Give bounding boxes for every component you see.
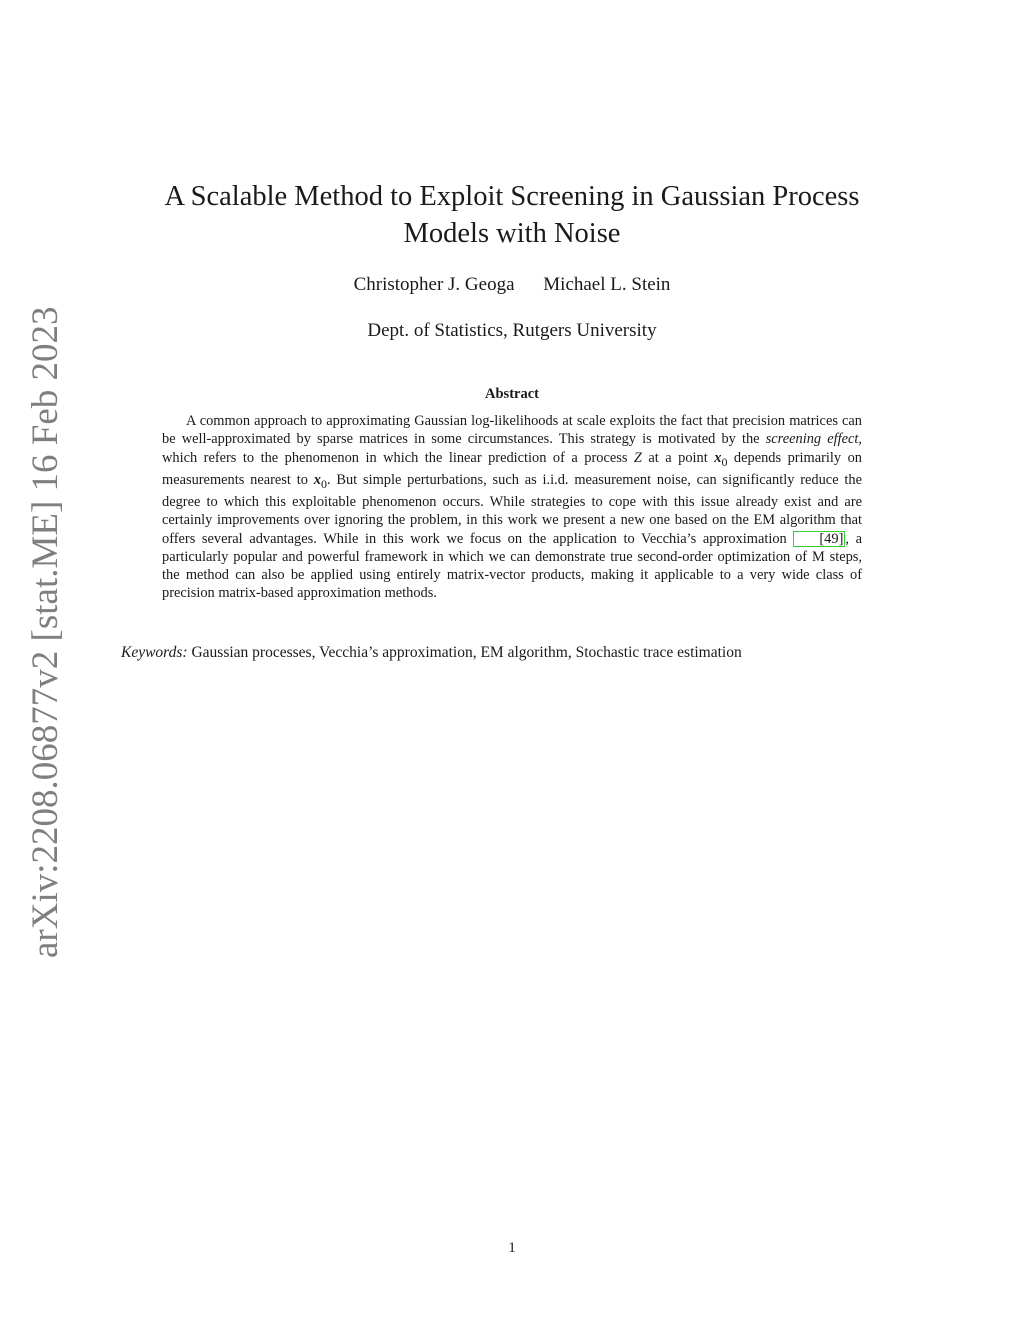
math-subscript: 0: [320, 476, 327, 491]
keywords-list: Gaussian processes, Vecchia’s approximation, EM algorithm, Stochastic trace estimation: [187, 644, 742, 661]
abstract-text: [162, 412, 862, 603]
arxiv-identifier-stamp: arXiv:2208.06877v2 [stat.ME] 16 Feb 2023: [25, 306, 66, 958]
page-number: 1: [508, 1240, 516, 1256]
author-affiliation: Dept. of Statistics, Rutgers University: [367, 320, 657, 341]
abstract-heading: Abstract: [485, 386, 539, 402]
author-list: [0, 274, 1024, 296]
math-variable: Z: [633, 449, 642, 466]
abstract-text-segment: at a point: [641, 449, 715, 466]
abstract-text-segment: , which refers to the phenomenon in which the linear prediction of a process: [162, 431, 862, 466]
keywords-label: Keywords:: [121, 644, 188, 661]
keywords-line: [121, 644, 901, 662]
paper-title: A Scalable Method to Exploit Screening in Gaussian Process Models with Noise: [164, 181, 860, 249]
emphasized-term: screening effect: [765, 431, 859, 448]
abstract-text-segment: A common approach to approximating Gaussian log-likelihoods at scale exploits the fact that precision matrices can be well-approximated by sparse matrices in some circumstances. This strategy is motivated by the: [162, 413, 862, 448]
abstract-text-segment: , a particularly popular and powerful framework in which we can demonstrate true second-order optimization of M steps, the method can also be applied using entirely matrix-vector products, making it applicable to a very wide class of precision matrix-based approximation methods.: [162, 530, 862, 602]
abstract-text-segment: . But simple perturbations, such as i.i.d. measurement noise, can significantly reduce the degree to which this exploitable phenomenon occurs. While strategies to cope with this issue already exist and are certainly improvements over ignoring the problem, in this work we present a new one based on the EM algorithm that offers several advantages. While in this work we focus on the application to Vecchia’s approximation: [162, 471, 862, 547]
abstract-text-segment: depends primarily on measurements nearest to: [162, 449, 862, 488]
author-name: Christopher J. Geoga: [353, 274, 515, 295]
math-subscript: 0: [721, 454, 728, 469]
citation-link[interactable]: [49]: [793, 531, 845, 547]
author-name: Michael L. Stein: [543, 274, 671, 295]
math-variable: x: [313, 471, 321, 488]
math-variable: x: [714, 449, 722, 466]
